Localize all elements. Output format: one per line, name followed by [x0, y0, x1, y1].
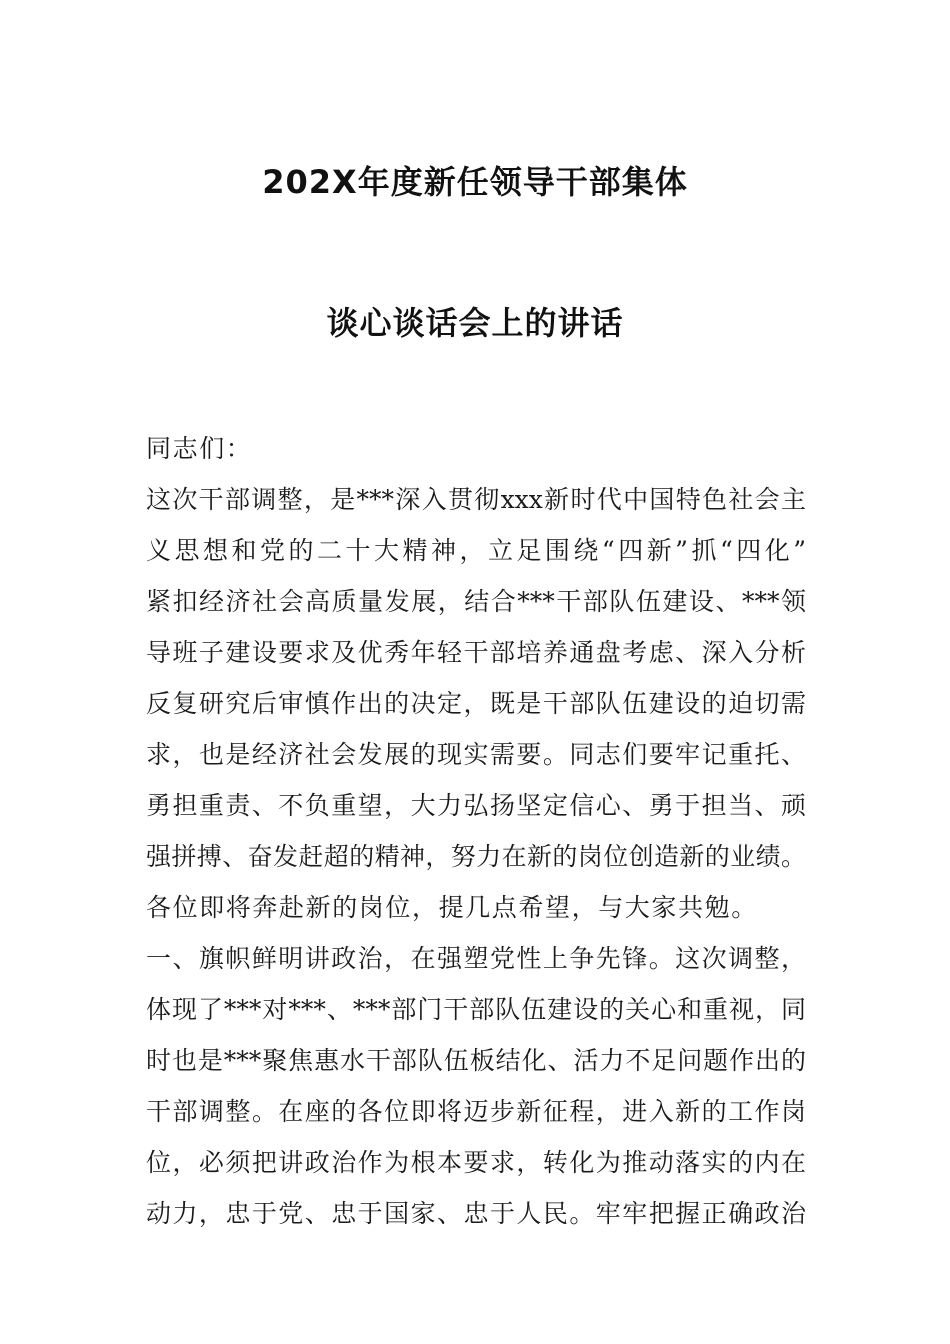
body-line: 导班子建设要求及优秀年轻干部培养通盘考虑、深入分析 [146, 638, 806, 667]
body-line: 位，必须把讲政治作为根本要求，转化为推动落实的内在 [146, 1148, 806, 1177]
section-heading-line: 一、旗帜鲜明讲政治，在强塑党性上争先锋。这次调整， [146, 944, 806, 973]
body-line: 动力，忠于党、忠于国家、忠于人民。牢牢把握正确政治 [146, 1199, 806, 1228]
body-line: 时也是***聚焦惠水干部队伍板结化、活力不足问题作出的 [146, 1046, 806, 1075]
document-title-line-2: 谈心谈话会上的讲话 [326, 304, 624, 342]
document-body [146, 430, 806, 1246]
body-line: 这次干部调整，是***深入贯彻xxx新时代中国特色社会主 [146, 485, 806, 514]
document-title-line-1: 202X年度新任领导干部集体 [262, 163, 688, 201]
body-line: 义思想和党的二十大精神，立足围绕“四新”抓“四化” [146, 536, 806, 565]
body-line: 求，也是经济社会发展的现实需要。同志们要牢记重托、 [146, 740, 806, 769]
body-line: 干部调整。在座的各位即将迈步新征程，进入新的工作岗 [146, 1097, 806, 1126]
body-line: 紧扣经济社会高质量发展，结合***干部队伍建设、***领 [146, 587, 806, 616]
body-line: 勇担重责、不负重望，大力弘扬坚定信心、勇于担当、顽 [146, 791, 806, 820]
salutation: 同志们： [146, 434, 253, 463]
body-line: 强拼搏、奋发赶超的精神，努力在新的岗位创造新的业绩。 [146, 842, 806, 871]
body-line: 体现了***对***、***部门干部队伍建设的关心和重视，同 [146, 995, 806, 1024]
body-line: 反复研究后审慎作出的决定，既是干部队伍建设的迫切需 [146, 689, 806, 718]
body-line: 各位即将奔赴新的岗位，提几点希望，与大家共勉。 [146, 893, 758, 922]
